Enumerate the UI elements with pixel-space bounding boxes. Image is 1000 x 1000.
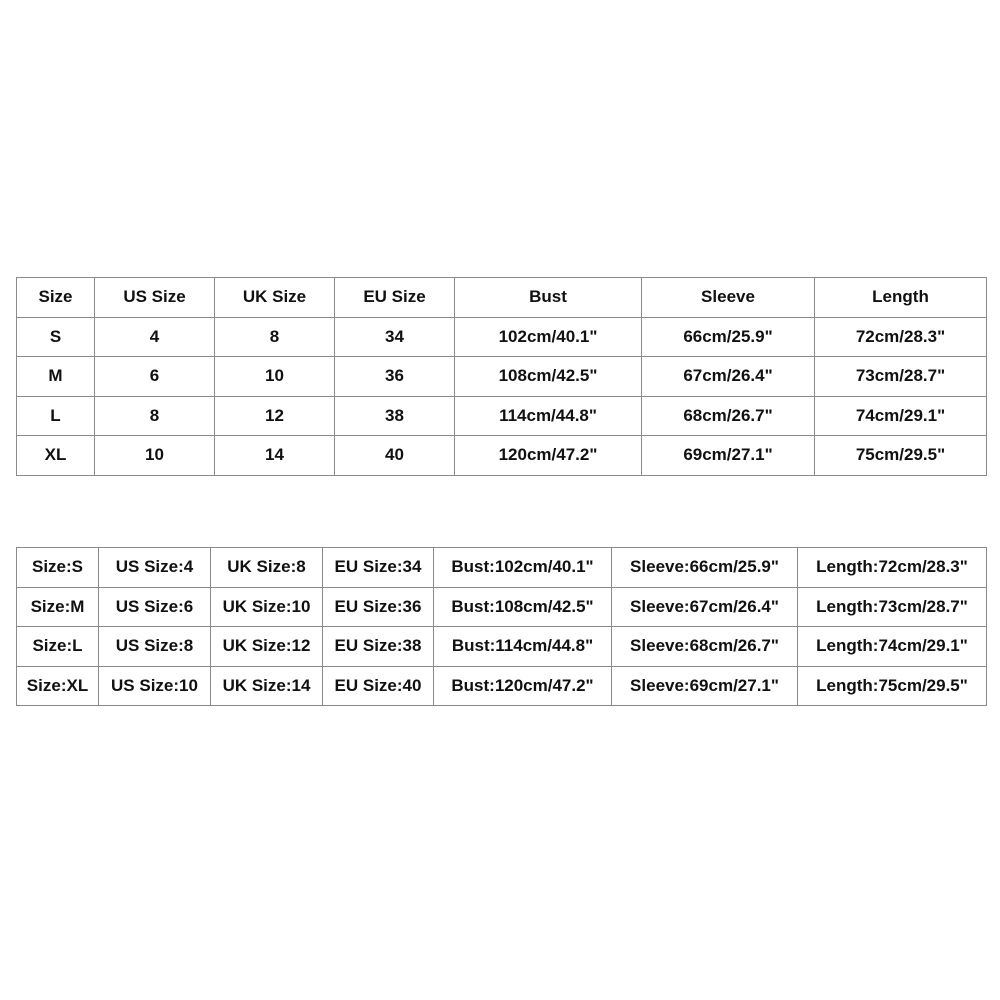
table-row [17, 587, 987, 627]
table-cell: 73cm/28.7" [815, 357, 987, 397]
table-cell: 14 [215, 436, 335, 476]
table-cell: US Size:4 [99, 548, 211, 588]
table-cell: 34 [335, 317, 455, 357]
column-header: Size [17, 278, 95, 318]
table-cell: 10 [215, 357, 335, 397]
table-cell: Bust:114cm/44.8" [434, 627, 612, 667]
table-cell: 6 [95, 357, 215, 397]
table-cell: 12 [215, 396, 335, 436]
table-cell: S [17, 317, 95, 357]
table-cell: 66cm/25.9" [642, 317, 815, 357]
table-cell: 75cm/29.5" [815, 436, 987, 476]
column-header: US Size [95, 278, 215, 318]
table-row [17, 436, 987, 476]
table-cell: US Size:10 [99, 666, 211, 706]
table-cell: Size:L [17, 627, 99, 667]
table-cell: 8 [95, 396, 215, 436]
table-cell: UK Size:14 [211, 666, 323, 706]
column-header: EU Size [335, 278, 455, 318]
table-cell: US Size:6 [99, 587, 211, 627]
table-cell: 120cm/47.2" [455, 436, 642, 476]
table-cell: L [17, 396, 95, 436]
table-cell: Sleeve:69cm/27.1" [612, 666, 798, 706]
table-header-row [17, 278, 987, 318]
table-cell: 67cm/26.4" [642, 357, 815, 397]
table-cell: 38 [335, 396, 455, 436]
table-cell: Sleeve:67cm/26.4" [612, 587, 798, 627]
table-cell: Length:74cm/29.1" [798, 627, 987, 667]
table-cell: Sleeve:68cm/26.7" [612, 627, 798, 667]
table-cell: 102cm/40.1" [455, 317, 642, 357]
table-cell: Size:XL [17, 666, 99, 706]
table-cell: US Size:8 [99, 627, 211, 667]
size-chart-compact-table [16, 547, 987, 706]
table-cell: Sleeve:66cm/25.9" [612, 548, 798, 588]
table-cell: 74cm/29.1" [815, 396, 987, 436]
table-row [17, 627, 987, 667]
column-header: Sleeve [642, 278, 815, 318]
table-cell: 4 [95, 317, 215, 357]
table-row [17, 317, 987, 357]
table-cell: Size:S [17, 548, 99, 588]
table-cell: XL [17, 436, 95, 476]
table-row [17, 357, 987, 397]
table-cell: 8 [215, 317, 335, 357]
table-cell: 36 [335, 357, 455, 397]
table-cell: 108cm/42.5" [455, 357, 642, 397]
table-cell: 40 [335, 436, 455, 476]
column-header: Length [815, 278, 987, 318]
column-header: Bust [455, 278, 642, 318]
table-cell: Length:73cm/28.7" [798, 587, 987, 627]
size-chart-table [16, 277, 987, 476]
table-cell: Bust:102cm/40.1" [434, 548, 612, 588]
table-cell: UK Size:8 [211, 548, 323, 588]
table-cell: Length:75cm/29.5" [798, 666, 987, 706]
table-cell: EU Size:36 [323, 587, 434, 627]
table-cell: EU Size:34 [323, 548, 434, 588]
table-cell: Bust:120cm/47.2" [434, 666, 612, 706]
table-cell: Bust:108cm/42.5" [434, 587, 612, 627]
table-cell: 114cm/44.8" [455, 396, 642, 436]
table-cell: Length:72cm/28.3" [798, 548, 987, 588]
table-row [17, 666, 987, 706]
table-cell: M [17, 357, 95, 397]
table-cell: 72cm/28.3" [815, 317, 987, 357]
table-cell: EU Size:40 [323, 666, 434, 706]
table-cell: EU Size:38 [323, 627, 434, 667]
table-cell: Size:M [17, 587, 99, 627]
column-header: UK Size [215, 278, 335, 318]
table-cell: UK Size:10 [211, 587, 323, 627]
table-row [17, 396, 987, 436]
table-cell: 10 [95, 436, 215, 476]
table-row [17, 548, 987, 588]
table-cell: 68cm/26.7" [642, 396, 815, 436]
table-cell: UK Size:12 [211, 627, 323, 667]
table-cell: 69cm/27.1" [642, 436, 815, 476]
